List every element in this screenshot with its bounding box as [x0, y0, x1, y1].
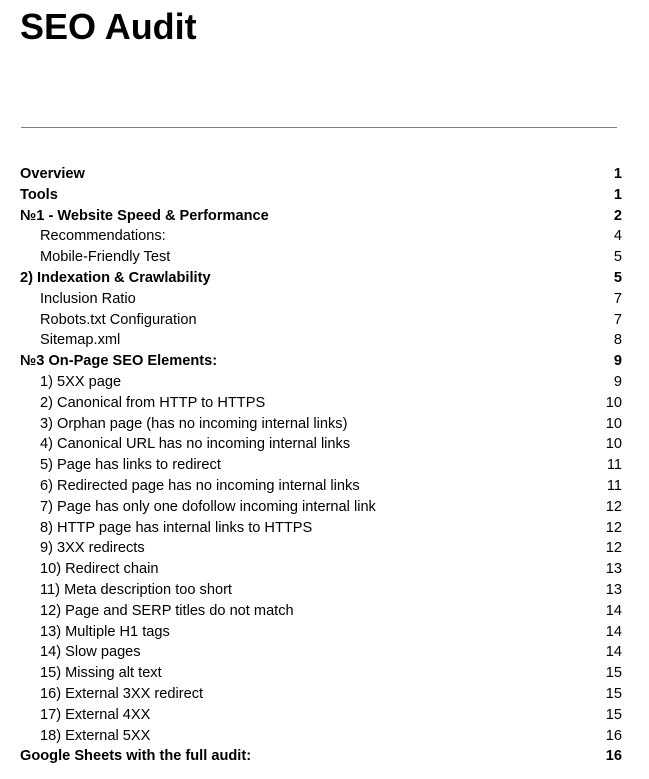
toc-entry-label: Tools: [20, 186, 58, 203]
toc-entry-page-number: 16: [605, 727, 622, 744]
toc-entry-page-number: 9: [613, 353, 622, 370]
toc-entry-page-number: 9: [613, 373, 622, 390]
toc-entry-label: 4) Canonical URL has no incoming internal links: [40, 436, 351, 453]
toc-entry[interactable]: [20, 455, 622, 476]
toc-entry-page-number: 7: [613, 311, 622, 328]
toc-entry[interactable]: [20, 622, 622, 643]
toc-entry[interactable]: [20, 642, 622, 663]
toc-entry-page-number: 1: [613, 186, 622, 203]
toc-entry[interactable]: [20, 601, 622, 622]
toc-entry-page-number: 13: [605, 581, 622, 598]
toc-entry[interactable]: [20, 580, 622, 601]
toc-entry-page-number: 16: [605, 748, 622, 765]
toc-entry[interactable]: [20, 476, 622, 497]
toc-entry-label: 18) External 5XX: [40, 727, 151, 744]
toc-entry-page-number: 1: [613, 166, 622, 182]
toc-entry-label: 15) Missing alt text: [40, 665, 162, 682]
toc-entry[interactable]: [20, 268, 622, 289]
toc-entry-label: 14) Slow pages: [40, 644, 141, 661]
horizontal-rule: [21, 127, 617, 128]
toc-entry-page-number: 13: [605, 561, 622, 578]
toc-entry[interactable]: [20, 538, 622, 559]
toc-entry[interactable]: [20, 206, 622, 227]
toc-entry-label: 5) Page has links to redirect: [40, 457, 221, 474]
toc-entry-label: 1) 5XX page: [40, 373, 122, 390]
toc-entry-label: 10) Redirect chain: [40, 561, 159, 578]
toc-entry-page-number: 12: [605, 540, 622, 557]
toc-entry[interactable]: [20, 684, 622, 705]
toc-entry-page-number: 14: [605, 602, 622, 619]
toc-entry-page-number: 2: [613, 207, 622, 224]
toc-entry-label: 2) Canonical from HTTP to HTTPS: [40, 394, 266, 411]
toc-entry-page-number: 5: [613, 249, 622, 266]
toc-entry-page-number: 15: [605, 665, 622, 682]
toc-entry-label: Google Sheets with the full audit:: [20, 748, 252, 765]
toc-entry[interactable]: [20, 310, 622, 331]
toc-entry-label: 16) External 3XX redirect: [40, 685, 204, 702]
toc-entry-page-number: 5: [613, 269, 622, 286]
toc-entry[interactable]: [20, 226, 622, 247]
toc-entry-label: Inclusion Ratio: [40, 290, 136, 307]
toc-entry[interactable]: [20, 705, 622, 726]
toc-entry[interactable]: [20, 351, 622, 372]
toc-entry-page-number: 11: [606, 457, 622, 474]
toc-entry-page-number: 7: [613, 290, 622, 307]
toc-entry-label: 9) 3XX redirects: [40, 540, 145, 557]
document-title: SEO Audit: [20, 6, 197, 47]
toc-entry-label: 8) HTTP page has internal links to HTTPS: [40, 519, 313, 536]
toc-entry-label: Robots.txt Configuration: [40, 311, 197, 328]
toc-entry[interactable]: [20, 746, 622, 767]
toc-entry-label: 7) Page has only one dofollow incoming internal link: [40, 498, 376, 515]
toc-entry[interactable]: [20, 247, 622, 268]
toc-entry-label: 2) Indexation & Crawlability: [20, 269, 211, 286]
toc-entry-label: 3) Orphan page (has no incoming internal links): [40, 415, 348, 432]
toc-entry[interactable]: [20, 497, 622, 518]
toc-entry-page-number: 14: [605, 623, 622, 640]
toc-entry-label: Overview: [20, 166, 85, 182]
toc-entry[interactable]: [20, 164, 622, 185]
toc-entry-page-number: 11: [606, 477, 622, 494]
toc-entry[interactable]: [20, 289, 622, 310]
toc-entry-label: Recommendations:: [40, 228, 166, 245]
toc-entry-page-number: 15: [605, 706, 622, 723]
toc-entry-page-number: 12: [605, 519, 622, 536]
toc-entry-label: 11) Meta description too short: [40, 581, 232, 598]
toc-entry-label: №3 On-Page SEO Elements:: [20, 353, 218, 370]
toc-entry-page-number: 8: [613, 332, 622, 349]
toc-entry-page-number: 15: [605, 685, 622, 702]
toc-entry-page-number: 10: [605, 394, 622, 411]
toc-entry-page-number: 10: [605, 436, 622, 453]
toc-entry[interactable]: [20, 559, 622, 580]
toc-entry-page-number: 4: [613, 228, 622, 245]
toc-entry-page-number: 14: [605, 644, 622, 661]
toc-entry[interactable]: [20, 663, 622, 684]
toc-entry-label: 12) Page and SERP titles do not match: [40, 602, 294, 619]
toc-entry-page-number: 12: [605, 498, 622, 515]
toc-entry[interactable]: [20, 518, 622, 539]
toc-entry[interactable]: [20, 726, 622, 747]
toc-entry[interactable]: [20, 372, 622, 393]
table-of-contents: [20, 164, 622, 767]
toc-entry[interactable]: [20, 185, 622, 206]
toc-entry[interactable]: [20, 434, 622, 455]
toc-entry-label: Sitemap.xml: [40, 332, 121, 349]
toc-entry[interactable]: [20, 330, 622, 351]
toc-entry[interactable]: [20, 414, 622, 435]
toc-entry-label: 6) Redirected page has no incoming internal links: [40, 477, 360, 494]
toc-entry-label: 13) Multiple H1 tags: [40, 623, 170, 640]
toc-entry-label: 17) External 4XX: [40, 706, 151, 723]
toc-entry[interactable]: [20, 393, 622, 414]
toc-entry-label: №1 - Website Speed & Performance: [20, 207, 269, 224]
toc-entry-label: Mobile-Friendly Test: [40, 249, 171, 266]
toc-entry-page-number: 10: [605, 415, 622, 432]
